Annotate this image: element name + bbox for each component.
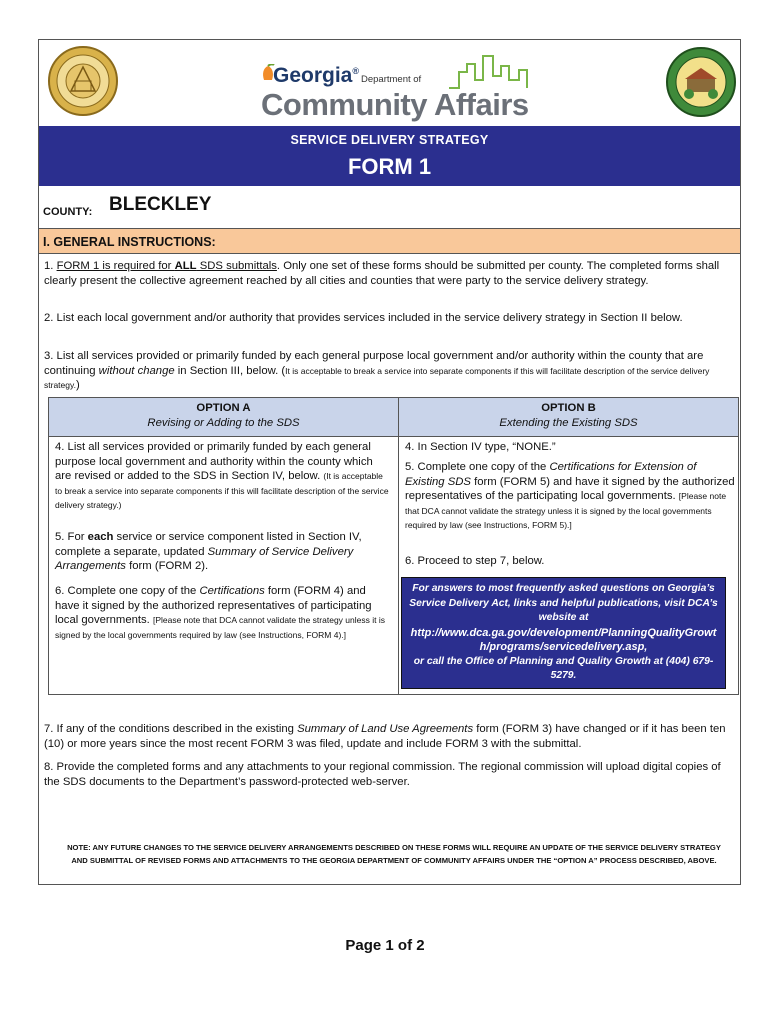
option-a-step-5 xyxy=(55,530,389,574)
option-b-header xyxy=(399,398,738,437)
skyline-icon xyxy=(449,50,529,90)
instruction-item-7 xyxy=(44,722,736,751)
option-b-subtitle: Extending the Existing SDS xyxy=(499,417,638,429)
form-header xyxy=(39,40,740,125)
form-frame xyxy=(38,39,741,885)
instruction-item-2: 2. List each local government and/or authority that provides services included in the service delivery strategy in Section II below. xyxy=(44,312,683,324)
option-b-step-6: 6. Proceed to step 7, below. xyxy=(405,555,545,567)
planning-seal-icon xyxy=(665,46,737,118)
option-a-step-6 xyxy=(55,584,389,642)
instruction-item-3 xyxy=(44,349,736,393)
option-a-step-4-note: (It is acceptable to break a service into separate components if this will facilitate description of the service delivery strategy.) xyxy=(55,471,389,510)
option-a-header xyxy=(49,398,398,437)
state-seal-icon xyxy=(47,45,119,117)
option-a-step-5-text-b: service or service component listed in Section IV, complete a separate, updated xyxy=(55,531,362,558)
option-a-step-6-text-b: form (FORM 4) and have it signed by the authorized representatives of participating local governments. xyxy=(55,585,372,626)
options-table xyxy=(48,397,739,695)
logo-community-affairs: Community Affairs xyxy=(261,87,529,122)
item1-underlined-end: SDS submittals xyxy=(196,260,277,272)
option-a-step-5-text-c: form (FORM 2). xyxy=(125,560,209,572)
county-label: COUNTY: xyxy=(43,206,93,218)
option-b-step-4: 4. In Section IV type, “NONE.” xyxy=(405,441,556,453)
option-b-step-5-italic: Certifications for Extension of Existing SDS xyxy=(405,461,697,488)
form-subtitle: SERVICE DELIVERY STRATEGY xyxy=(290,133,489,147)
item3-text-b: in Section III, below. ( xyxy=(174,364,286,377)
instruction-item-8: 8. Provide the completed forms and any attachments to your regional commission. The regional commission will upload digital copies of the SDS documents to the Department’s password-protected web-server. xyxy=(44,761,721,788)
instruction-item-1 xyxy=(44,259,736,288)
option-a-step-5-text: 5. For xyxy=(55,531,88,543)
future-changes-note: NOTE: ANY FUTURE CHANGES TO THE SERVICE DELIVERY ARRANGEMENTS DESCRIBED ON THESE FORMS WILL REQUIRE AN UPDATE OF THE SERVICE DELIVERY STRATEGY AND SUBMITTAL OF REVISED FORMS AND ATTACHMENTS TO THE GEORGIA DEPARTMENT OF COMMUNITY AFFAIRS UNDER THE “OPTION A” PROCESS DESCRIBED, ABOVE. xyxy=(67,843,721,865)
option-b-step-5-text-b: form (FORM 5) and have it signed by the authorized representatives of the participating local governments. xyxy=(405,475,735,502)
option-a-title: OPTION A xyxy=(196,402,251,414)
item7-text-b: form (FORM 3) have changed or if it has been ten (10) or more years since the most recent FORM 3 was filed, update and include FORM 3 with the submittal. xyxy=(44,723,726,750)
section-general-instructions xyxy=(39,229,740,254)
item3-italic: without change xyxy=(98,364,175,377)
logo-department: Department of xyxy=(361,74,422,85)
item3-close: ) xyxy=(75,379,80,391)
county-row xyxy=(39,186,740,229)
logo-registered: ® xyxy=(352,66,359,76)
county-value: BLECKLEY xyxy=(109,194,212,215)
item3-note: It is acceptable to break a service into separate components if this will facilitate description of the service delivery strategy. xyxy=(44,365,710,390)
option-a-step-6-italic: Certifications xyxy=(199,585,265,597)
faq-phone-text: or call the Office of Planning and Quality Growth at (404) 679-5279. xyxy=(413,655,714,681)
option-a-subtitle: Revising or Adding to the SDS xyxy=(147,417,300,429)
page-number: Page 1 of 2 xyxy=(345,937,425,954)
item7-text: 7. If any of the conditions described in the existing xyxy=(44,723,298,735)
option-a-step-6-note: [Please note that DCA cannot validate the strategy unless it is signed by the local governments required by law (see Instructions, FORM 4).] xyxy=(55,615,385,640)
faq-info-text: For answers to most frequently asked questions on Georgia’s Service Delivery Act, links and helpful publications, visit DCA’s website at xyxy=(409,583,718,623)
logo-georgia: Georgia xyxy=(273,64,353,87)
item-number: 1. xyxy=(44,260,57,272)
item1-bold: ALL xyxy=(174,260,197,272)
faq-info-box xyxy=(401,577,726,689)
dca-website-link[interactable]: http://www.dca.ga.gov/development/PlanningQualityGrowth/programs/servicedelivery.asp, xyxy=(410,626,717,653)
option-b-step-5 xyxy=(405,460,735,533)
form-title: FORM 1 xyxy=(347,154,432,179)
option-a-step-4 xyxy=(55,440,389,513)
option-b-step-5-note: [Please note that DCA cannot validate the strategy unless it is signed by the local governments required by law (see Instructions, FORM 5).] xyxy=(405,491,727,530)
item3-text: 3. List all services provided or primarily funded by each general purpose local government and/or authority within the county that are continuing xyxy=(44,350,704,377)
option-a-step-6-text: 6. Complete one copy of the xyxy=(55,585,200,597)
option-b-title: OPTION B xyxy=(541,402,596,414)
option-a-step-5-italic: Summary of Service Delivery Arrangements xyxy=(55,545,354,572)
item7-italic: Summary of Land Use Agreements xyxy=(297,723,474,735)
dca-logo xyxy=(261,50,531,120)
option-a-step-4-text: 4. List all services provided or primarily funded by each general purpose local government and authority within the county which are revised or added to the SDS in Section IV, below. xyxy=(55,441,373,482)
item1-text: . Only one set of these forms should be submitted per county. The completed forms shall clearly present the collective agreement reached by all cities and counties that were party to the service delivery strategy. xyxy=(44,260,720,287)
item1-underlined: FORM 1 is required for xyxy=(56,260,175,272)
option-b-step-5-text: 5. Complete one copy of the xyxy=(405,461,550,473)
title-band xyxy=(39,126,740,186)
option-a-step-5-bold: each xyxy=(87,531,114,543)
column-divider xyxy=(398,398,399,694)
section-heading: I. GENERAL INSTRUCTIONS: xyxy=(43,235,216,249)
